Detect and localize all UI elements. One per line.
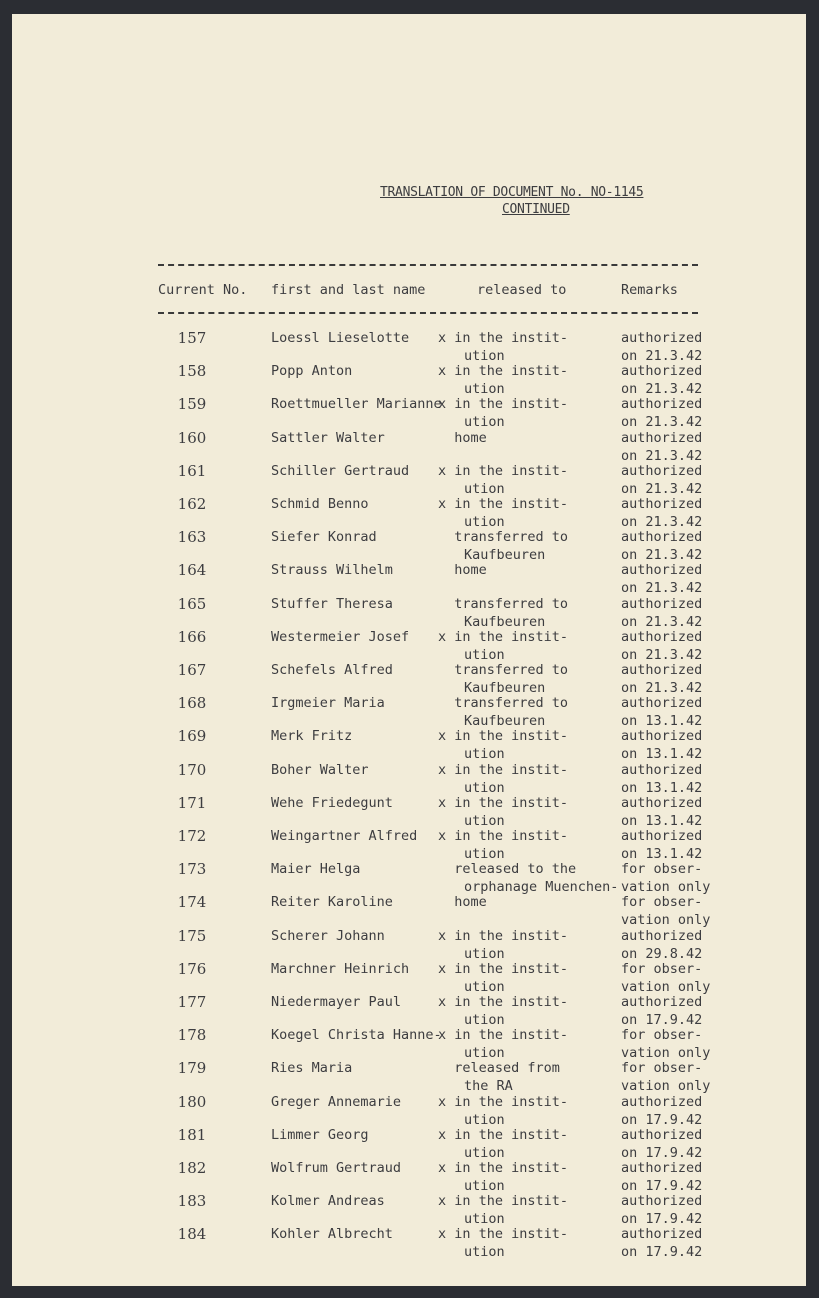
row-released-line2: Kaufbeuren <box>464 547 546 564</box>
row-number: 168 <box>177 694 207 713</box>
row-released-line1: x in the instit- <box>438 761 569 778</box>
row-name: Koegel Christa Hanne- <box>271 1027 442 1044</box>
row-remarks-line1: authorized <box>621 529 703 546</box>
row-name: Wehe Friedegunt <box>271 794 393 811</box>
row-remarks-line1: authorized <box>621 695 703 712</box>
table-row <box>12 728 806 762</box>
table-row <box>12 1094 806 1128</box>
table-row <box>12 363 806 397</box>
row-remarks-line2: on 21.3.42 <box>621 646 703 663</box>
row-remarks-line2: vation only <box>621 879 711 896</box>
row-number: 172 <box>177 827 207 845</box>
row-remarks-line2: on 13.1.42 <box>621 846 703 862</box>
row-number: 182 <box>177 1159 207 1177</box>
row-remarks-line1: authorized <box>621 628 703 645</box>
row-released-line1: x in the instit- <box>438 1126 569 1143</box>
table-row <box>12 928 806 962</box>
row-number: 179 <box>177 1059 207 1078</box>
row-released-line2: Kaufbeuren <box>464 613 546 630</box>
header-name: first and last name <box>271 282 426 298</box>
row-name: Scherer Johann <box>271 927 385 944</box>
document-page <box>12 14 806 1286</box>
table-row <box>12 1193 806 1227</box>
row-remarks-line2: on 21.3.42 <box>621 381 703 398</box>
row-number: 161 <box>177 461 207 480</box>
row-released-line1: home <box>438 894 487 911</box>
row-remarks-line2: on 13.1.42 <box>621 812 703 829</box>
row-number: 176 <box>177 959 207 978</box>
row-name: Greger Annemarie <box>271 1093 402 1110</box>
table-row <box>12 562 806 596</box>
row-remarks-line2: on 13.1.42 <box>621 746 703 763</box>
row-name: Westermeier Josef <box>271 628 410 645</box>
row-released-line1: x in the instit- <box>438 462 569 479</box>
row-name: Marchner Heinrich <box>271 960 410 977</box>
row-number: 177 <box>177 993 207 1011</box>
row-released-line1: x in the instit- <box>438 1093 569 1110</box>
row-released-line1: x in the instit- <box>438 828 569 844</box>
row-number: 184 <box>177 1225 207 1244</box>
row-remarks-line2: on 17.9.42 <box>621 1178 703 1194</box>
row-name: Schiller Gertraud <box>271 462 410 479</box>
row-remarks-line2: on 21.3.42 <box>621 580 703 597</box>
title-line-1: TRANSLATION OF DOCUMENT No. NO-1145 <box>380 185 644 200</box>
row-remarks-line1: authorized <box>621 429 703 446</box>
row-number: 181 <box>177 1125 207 1144</box>
row-remarks-line1: authorized <box>621 330 703 346</box>
table-row <box>12 330 806 364</box>
row-name: Popp Anton <box>271 363 353 380</box>
title-line-2: CONTINUED <box>502 202 570 217</box>
row-remarks-line2: on 13.1.42 <box>621 713 703 730</box>
row-name: Schmid Benno <box>271 496 369 512</box>
row-released-line2: ution <box>464 846 505 862</box>
row-released-line1: home <box>438 562 487 579</box>
row-released-line1: x in the instit- <box>438 1226 569 1243</box>
table-row <box>12 695 806 729</box>
row-name: Kohler Albrecht <box>271 1226 393 1243</box>
row-remarks-line1: authorized <box>621 994 703 1010</box>
row-name: Siefer Konrad <box>271 529 377 546</box>
row-name: Wolfrum Gertraud <box>271 1160 402 1176</box>
row-released-line1: x in the instit- <box>438 628 569 645</box>
table-row <box>12 994 806 1028</box>
row-released-line1: x in the instit- <box>438 794 569 811</box>
row-remarks-line2: on 17.9.42 <box>621 1012 703 1028</box>
row-remarks-line1: authorized <box>621 1226 703 1243</box>
row-remarks-line2: on 29.8.42 <box>621 945 703 962</box>
row-name: Loessl Lieselotte <box>271 330 410 346</box>
row-released-line2: ution <box>464 646 505 663</box>
row-number: 170 <box>177 760 207 779</box>
table-row <box>12 596 806 630</box>
row-number: 163 <box>177 528 207 547</box>
row-number: 171 <box>177 793 207 812</box>
row-name: Stuffer Theresa <box>271 595 393 612</box>
row-remarks-line2: on 17.9.42 <box>621 1211 703 1228</box>
row-name: Reiter Karoline <box>271 894 393 911</box>
row-number: 175 <box>177 926 207 945</box>
row-released-line2: ution <box>464 480 505 497</box>
row-remarks-line1: for obser- <box>621 960 703 977</box>
row-name: Maier Helga <box>271 861 361 878</box>
row-number: 162 <box>177 495 207 513</box>
table-row <box>12 1060 806 1094</box>
row-remarks-line1: for obser- <box>621 1060 703 1077</box>
header-current-no: Current No. <box>158 282 248 298</box>
table-row <box>12 430 806 464</box>
row-released-line1: x in the instit- <box>438 1160 569 1176</box>
row-number: 158 <box>177 362 207 381</box>
row-remarks-line2: on 21.3.42 <box>621 680 703 696</box>
row-name: Strauss Wilhelm <box>271 562 393 579</box>
row-released-line2: Kaufbeuren <box>464 680 546 696</box>
row-remarks-line1: for obser- <box>621 894 703 911</box>
row-remarks-line1: authorized <box>621 761 703 778</box>
row-remarks-line2: on 21.3.42 <box>621 414 703 431</box>
header-released: released to <box>477 282 567 298</box>
row-remarks-line2: on 21.3.42 <box>621 447 703 464</box>
row-released-line1: x in the instit- <box>438 496 569 512</box>
row-released-line2: ution <box>464 1211 505 1228</box>
row-remarks-line1: for obser- <box>621 1027 703 1044</box>
table-row <box>12 1160 806 1194</box>
row-remarks-line2: on 17.9.42 <box>621 1244 703 1261</box>
row-released-line2: Kaufbeuren <box>464 713 546 730</box>
row-number: 183 <box>177 1192 207 1211</box>
row-name: Merk Fritz <box>271 728 353 745</box>
row-released-line1: x in the instit- <box>438 363 569 380</box>
row-remarks-line2: on 21.3.42 <box>621 480 703 497</box>
table-row <box>12 861 806 895</box>
row-remarks-line2: on 17.9.42 <box>621 1111 703 1128</box>
row-remarks-line2: on 21.3.42 <box>621 348 703 364</box>
row-released-line1: transferred to <box>438 595 569 612</box>
row-remarks-line1: authorized <box>621 1126 703 1143</box>
row-released-line2: ution <box>464 1144 505 1161</box>
row-name: Weingartner Alfred <box>271 828 418 844</box>
row-remarks-line1: authorized <box>621 562 703 579</box>
table-row <box>12 396 806 430</box>
row-name: Boher Walter <box>271 761 369 778</box>
header-remarks: Remarks <box>621 282 678 298</box>
row-released-line1: x in the instit- <box>438 728 569 745</box>
row-released-line1: x in the instit- <box>438 927 569 944</box>
row-number: 160 <box>177 428 207 447</box>
row-released-line2: ution <box>464 978 505 995</box>
row-released-line1: transferred to <box>438 662 569 678</box>
row-number: 164 <box>177 561 207 580</box>
row-released-line2: ution <box>464 746 505 763</box>
row-remarks-line2: on 17.9.42 <box>621 1144 703 1161</box>
row-remarks-line1: authorized <box>621 363 703 380</box>
row-released-line2: ution <box>464 812 505 829</box>
row-number: 173 <box>177 860 207 879</box>
row-released-line2: ution <box>464 414 505 431</box>
table-row <box>12 629 806 663</box>
row-number: 180 <box>177 1092 207 1111</box>
row-remarks-line1: for obser- <box>621 861 703 878</box>
row-remarks-line1: authorized <box>621 828 703 844</box>
row-number: 178 <box>177 1026 207 1045</box>
row-released-line2: ution <box>464 348 505 364</box>
row-remarks-line1: authorized <box>621 794 703 811</box>
row-released-line1: released to the <box>438 861 577 878</box>
row-released-line2: ution <box>464 1244 505 1261</box>
row-released-line1: x in the instit- <box>438 1193 569 1210</box>
row-remarks-line1: authorized <box>621 1093 703 1110</box>
row-number: 174 <box>177 893 207 912</box>
row-number: 159 <box>177 395 207 414</box>
row-remarks-line1: authorized <box>621 595 703 612</box>
table-row <box>12 795 806 829</box>
row-remarks-line2: vation only <box>621 1078 711 1095</box>
row-remarks-line2: vation only <box>621 978 711 995</box>
row-remarks-line1: authorized <box>621 1160 703 1176</box>
row-released-line2: ution <box>464 1178 505 1194</box>
row-released-line2: ution <box>464 1111 505 1128</box>
row-released-line2: ution <box>464 779 505 796</box>
table-row <box>12 961 806 995</box>
row-remarks-line1: authorized <box>621 728 703 745</box>
row-number: 165 <box>177 594 207 613</box>
row-released-line2: ution <box>464 1012 505 1028</box>
row-remarks-line2: on 21.3.42 <box>621 547 703 564</box>
table-row <box>12 496 806 530</box>
table-row <box>12 762 806 796</box>
row-released-line1: transferred to <box>438 529 569 546</box>
row-remarks-line2: on 13.1.42 <box>621 779 703 796</box>
table-row <box>12 662 806 696</box>
row-released-line2: ution <box>464 514 505 530</box>
row-remarks-line1: authorized <box>621 927 703 944</box>
row-remarks-line1: authorized <box>621 1193 703 1210</box>
row-number: 167 <box>177 661 207 679</box>
table-row <box>12 1226 806 1260</box>
row-name: Schefels Alfred <box>271 662 393 678</box>
row-name: Limmer Georg <box>271 1126 369 1143</box>
row-released-line1: transferred to <box>438 695 569 712</box>
header-bottom-rule <box>158 312 698 314</box>
row-remarks-line2: vation only <box>621 1045 711 1062</box>
row-remarks-line2: on 21.3.42 <box>621 613 703 630</box>
table-row <box>12 529 806 563</box>
row-released-line1: released from <box>438 1060 560 1077</box>
row-name: Ries Maria <box>271 1060 353 1077</box>
row-remarks-line2: vation only <box>621 912 711 929</box>
row-released-line2: ution <box>464 945 505 962</box>
header-top-rule <box>158 264 698 266</box>
document-title <box>380 184 643 218</box>
row-remarks-line1: authorized <box>621 662 703 678</box>
row-name: Roettmueller Marianne <box>271 396 442 413</box>
row-released-line1: x in the instit- <box>438 330 569 346</box>
row-released-line2: orphanage Muenchen- <box>464 879 619 896</box>
table-row <box>12 1027 806 1061</box>
row-number: 157 <box>177 329 207 347</box>
row-released-line1: x in the instit- <box>438 994 569 1010</box>
row-name: Niedermayer Paul <box>271 994 402 1010</box>
row-name: Kolmer Andreas <box>271 1193 385 1210</box>
row-name: Irgmeier Maria <box>271 695 385 712</box>
row-name: Sattler Walter <box>271 429 385 446</box>
row-number: 169 <box>177 727 207 746</box>
table-row <box>12 463 806 497</box>
row-released-line2: the RA <box>464 1078 513 1095</box>
row-released-line1: x in the instit- <box>438 396 569 413</box>
row-number: 166 <box>177 627 207 646</box>
row-released-line1: x in the instit- <box>438 1027 569 1044</box>
table-row <box>12 894 806 928</box>
row-released-line1: x in the instit- <box>438 960 569 977</box>
table-row <box>12 1127 806 1161</box>
row-remarks-line1: authorized <box>621 496 703 512</box>
row-released-line1: home <box>438 429 487 446</box>
row-remarks-line1: authorized <box>621 462 703 479</box>
row-remarks-line1: authorized <box>621 396 703 413</box>
row-released-line2: ution <box>464 381 505 398</box>
row-remarks-line2: on 21.3.42 <box>621 514 703 530</box>
table-row <box>12 828 806 862</box>
row-released-line2: ution <box>464 1045 505 1062</box>
